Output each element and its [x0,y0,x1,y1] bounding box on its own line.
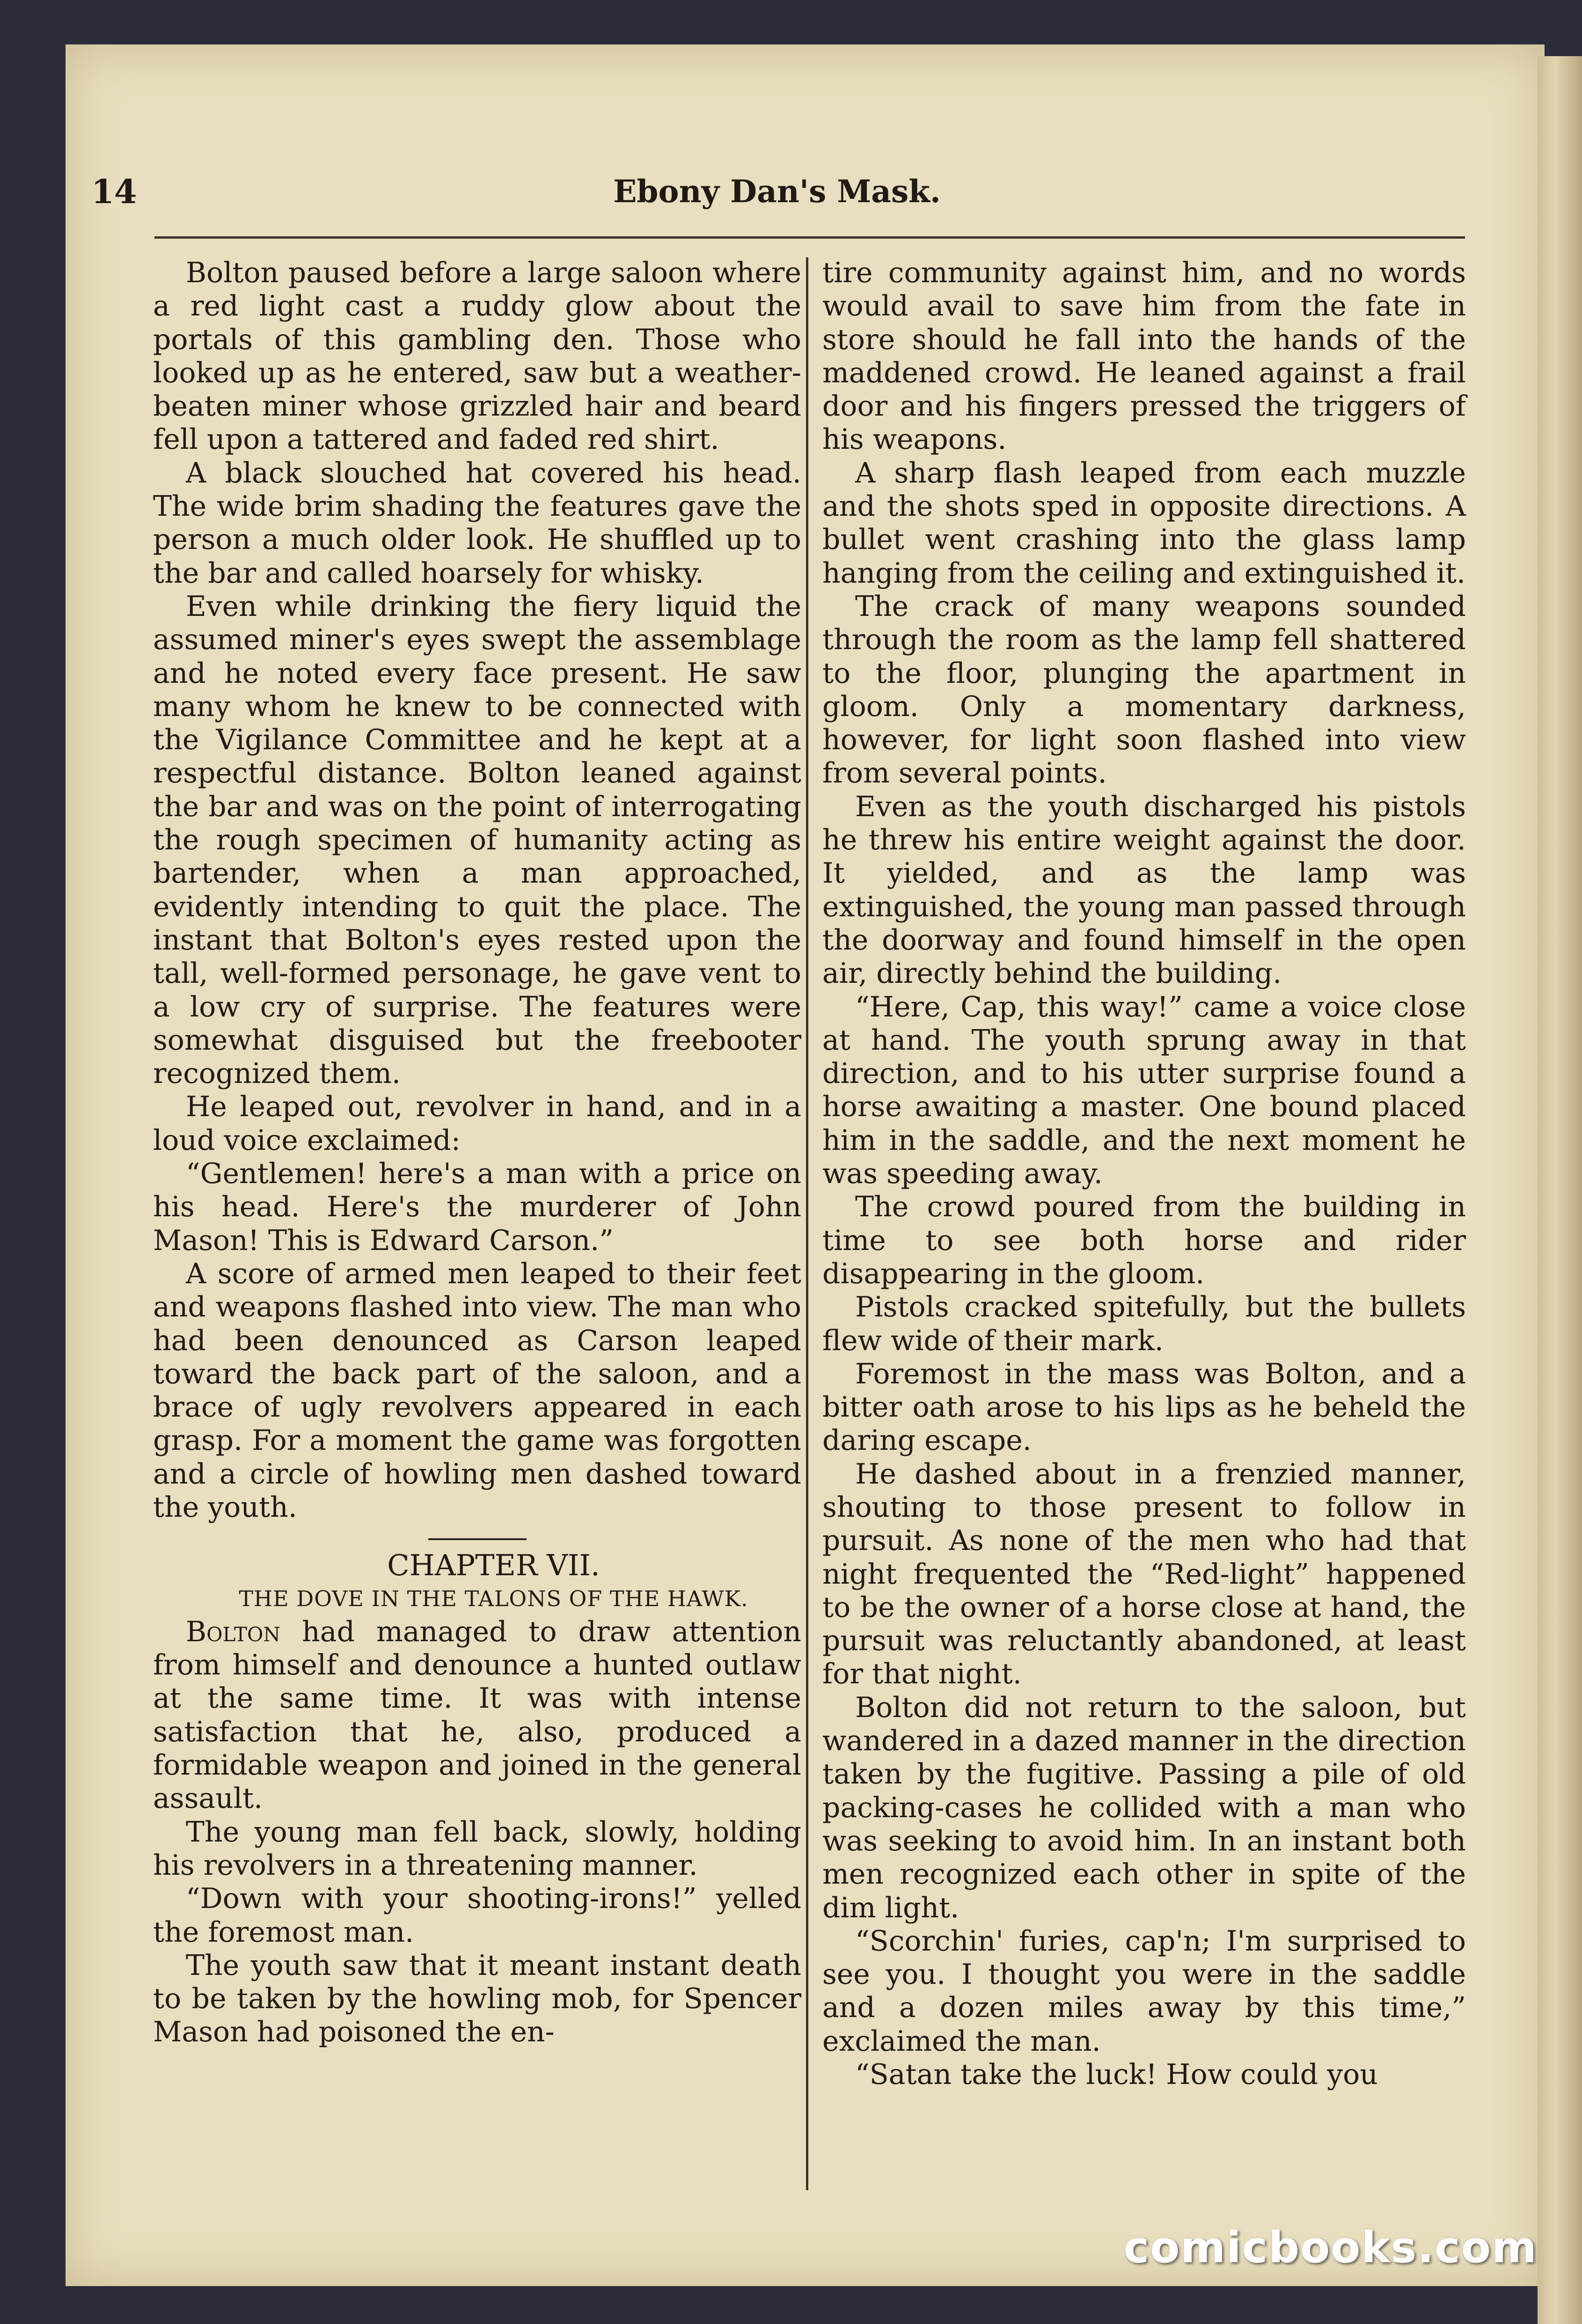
continued-paragraph: tire community against him, and no words would avail to save him from the fate in store should he fall into the hands of the maddened crowd. He leaned against a frail door and his fingers pressed the triggers of his weapons. [822,256,1466,456]
paragraph: A score of armed men leaped to their feet and weapons flashed into view. The man who had been denounced as Carson leaped toward the back part of the saloon, and a brace of ugly revolvers appeared in each grasp. For a moment the game was forgotten and a circle of howling men dashed toward the youth. [153,1257,801,1524]
next-page-edge [1538,56,1582,2324]
paragraph: The crack of many weapons sounded through the room as the lamp fell shattered to the floor, plunging the apartment in gloom. Only a momentary darkness, however, for light soon flashed into view from several points. [822,590,1466,790]
paragraph: “Here, Cap, this way!” came a voice close at hand. The youth sprung away in that direction, and to his utter surprise found a horse awaiting a master. One bound placed him in the saddle, and the next moment he was speeding away. [822,990,1466,1191]
paragraph: Even while drinking the fiery liquid the assumed miner's eyes swept the assemblage and he noted every face present. He saw many whom he knew to be connected with the Vigilance Committee and he kept at a respectful distance. Bolton leaned against the bar and was on the point of interrogating the rough specimen of humanity acting as bartender, when a man approached, evidently intending to quit the place. The instant that Bolton's eyes rested upon the tall, well-formed personage, he gave vent to a low cry of surprise. The features were somewhat disguised but the freebooter recognized them. [153,590,801,1090]
chapter-first-paragraph [153,1615,801,1816]
chapter-subtitle: THE DOVE IN THE TALONS OF THE HAWK. [239,1586,748,1611]
paragraph: Bolton paused before a large saloon where a red light cast a ruddy glow about the portals of this gambling den. Those who looked up as he entered, saw but a weather-beaten miner whose grizzled hair and beard fell upon a tattered and faded red shirt. [153,256,801,456]
column-divider [806,257,808,2190]
paragraph: “Scorchin' furies, cap'n; I'm surprised to see you. I thought you were in the saddle and a dozen miles away by this time,” exclaimed the man. [822,1924,1466,2058]
paragraph: He leaped out, revolver in hand, and in a loud voice exclaimed: [153,1090,801,1157]
paragraph: Even as the youth discharged his pistols he threw his entire weight against the door. It yielded, and as the lamp was extinguished, the young man passed through the doorway and found himself in the open air, directly behind the building. [822,790,1466,990]
paragraph: A sharp flash leaped from each muzzle and the shots sped in opposite directions. A bullet went crashing into the glass lamp hanging from the ceiling and extinguished it. [822,456,1466,590]
chapter-lead-word: Bolton [186,1615,281,1648]
paragraph: A black slouched hat covered his head. The wide brim shading the features gave the person a much older look. He shuffled up to the bar and called hoarsely for whisky. [153,456,801,590]
paragraph: “Down with your shooting-irons!” yelled the foremost man. [153,1882,801,1949]
right-column [822,256,1466,2091]
chapter-rule [428,1538,527,1540]
paragraph: He dashed about in a frenzied manner, shouting to those present to follow in pursuit. As none of the men who had that night frequented the “Red-light” happened to be the owner of a horse close at hand, the pursuit was reluctantly abandoned, at least for that night. [822,1457,1466,1691]
paragraph: “Satan take the luck! How could you [855,2058,1378,2091]
paragraph: The young man fell back, slowly, holding his revolvers in a threatening manner. [153,1815,801,1882]
header-rule [154,236,1465,239]
paragraph: The crowd poured from the building in time to see both horse and rider disappearing in the gloom. [822,1191,1466,1290]
paragraph: “Gentlemen! here's a man with a price on his head. Here's the murderer of John Mason! This is Edward Carson.” [153,1157,801,1257]
page-number: 14 [91,172,137,211]
page-header [91,172,1463,224]
running-title: Ebony Dan's Mask. [613,173,941,210]
paragraph: The youth saw that it meant instant death to be taken by the howling mob, for Spencer Mason had poisoned the en- [153,1949,801,2049]
left-column [153,256,801,2049]
chapter-first-paragraph-text: had managed to draw attention from himself and denounce a hunted outlaw at the same time. It was with intense satisfaction that he, also, produced a formidable weapon and joined in the general assault. [153,1615,801,1815]
paragraph: Pistols cracked spitefully, but the bullets flew wide of their mark. [822,1291,1466,1357]
paragraph: Bolton did not return to the saloon, but wandered in a dazed manner in the direction taken by the fugitive. Passing a pile of old packing-cases he collided with a man who was seeking to avoid him. In an instant both men recognized each other in spite of the dim light. [822,1691,1466,1924]
chapter-title: CHAPTER VII. [387,1548,600,1583]
watermark-logo: comicbooks.com [1123,2222,1538,2273]
paragraph: Foremost in the mass was Bolton, and a bitter oath arose to his lips as he beheld the daring escape. [822,1357,1466,1457]
